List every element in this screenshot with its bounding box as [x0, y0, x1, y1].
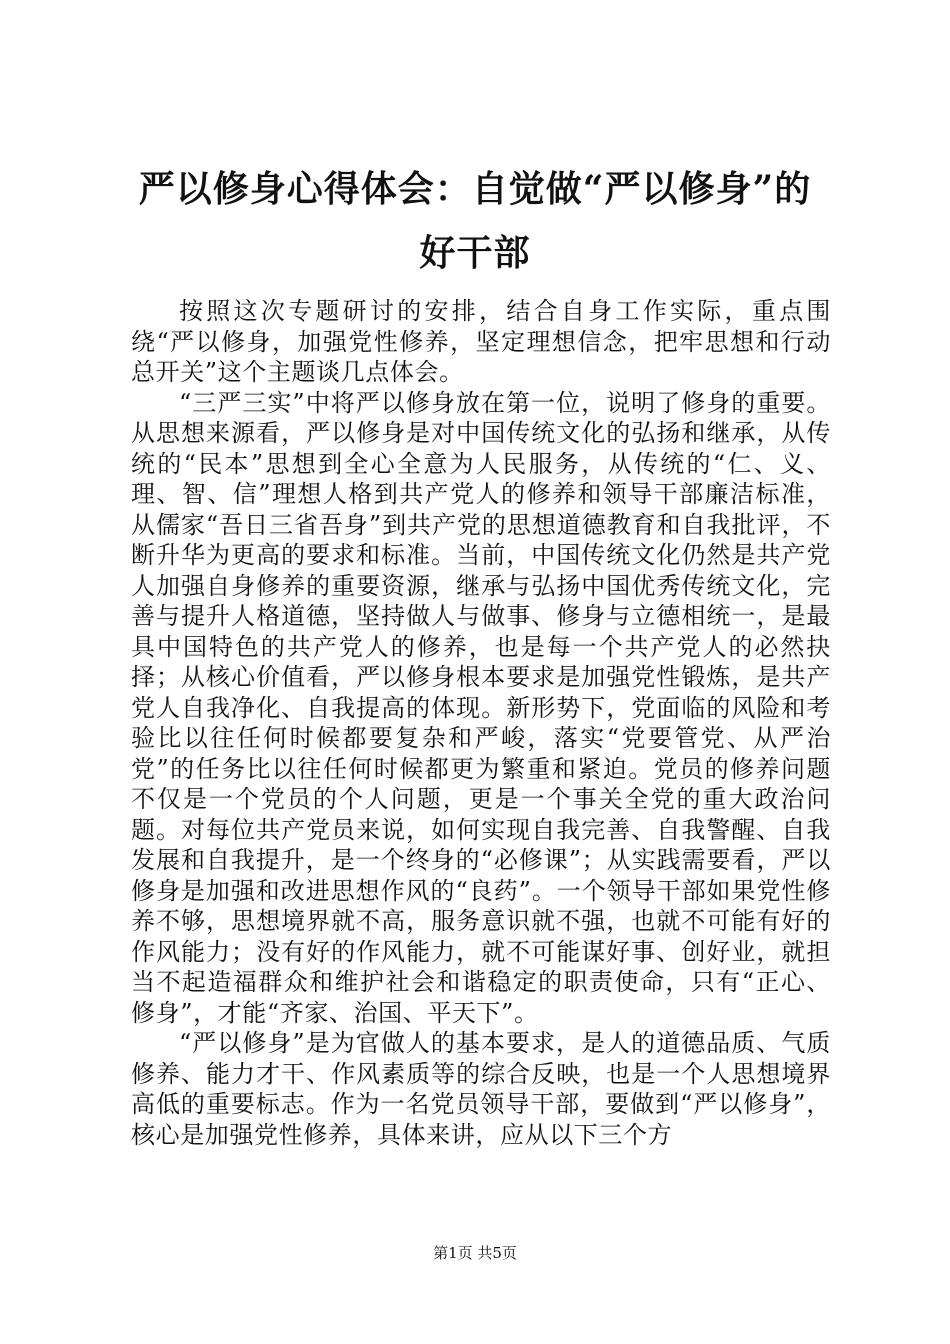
paragraph-importance: “三严三实”中将严以修身放在第一位，说明了修身的重要。从思想来源看，严以修身是对中国传统文化的弘扬和继承，从传统的“民本”思想到全心全意为人民服务，从传统的“仁、义、理、智、信”理想人格到共产党人的修养和领导干部廉洁标准，从儒家“吾日三省吾身”到共产党的思想道德教育和自我批评，不断升华为更高的要求和标准。当前，中国传统文化仍然是共产党人加强自身修养的重要资源，继承与弘扬中国优秀传统文化，完善与提升人格道德，坚持做人与做事、修身与立德相统一，是最具中国特色的共产党人的修养，也是每一个共产党人的必然抉择；从核心价值看，严以修身根本要求是加强党性锻炼，是共产党人自我净化、自我提高的体现。新形势下，党面临的风险和考验比以往任何时候都要复杂和严峻，落实“党要管党、从严治党”的任务比以往任何时候都更为繁重和紧迫。党员的修养问题不仅是一个党员的个人问题，更是一个事关全党的重大政治问题。对每位共产党员来说，如何实现自我完善、自我警醒、自我发展和自我提升，是一个终身的“必修课”；从实践需要看，严以修身是加强和改进思想作风的“良药”。一个领导干部如果党性修养不够，思想境界就不高，服务意识就不强，也就不可能有好的作风能力；没有好的作风能力，就不可能谋好事、创好业，就担当不起造福群众和维护社会和谐稳定的职责使命，只有“正心、修身”，才能“齐家、治国、平天下”。 [131, 388, 831, 1027]
paragraph-intro: 按照这次专题研讨的安排，结合自身工作实际，重点围绕“严以修身，加强党性修养，坚定理想信念，把牢思想和行动总开关”这个主题谈几点体会。 [131, 297, 831, 386]
paragraph-requirements: “严以修身”是为官做人的基本要求，是人的道德品质、气质修养、能力才干、作风素质等的综合反映，也是一个人思想境界高低的重要标志。作为一名党员领导干部，要做到“严以修身”，核心是加强党性修养，具体来讲，应从以下三个方 [131, 1029, 831, 1149]
page-number: 第1页 共5页 [433, 1244, 517, 1262]
document-title: 严以修身心得体会：自觉做“严以修身”的好干部 [138, 168, 812, 274]
page-footer [0, 1242, 950, 1263]
document-body [131, 296, 831, 1150]
